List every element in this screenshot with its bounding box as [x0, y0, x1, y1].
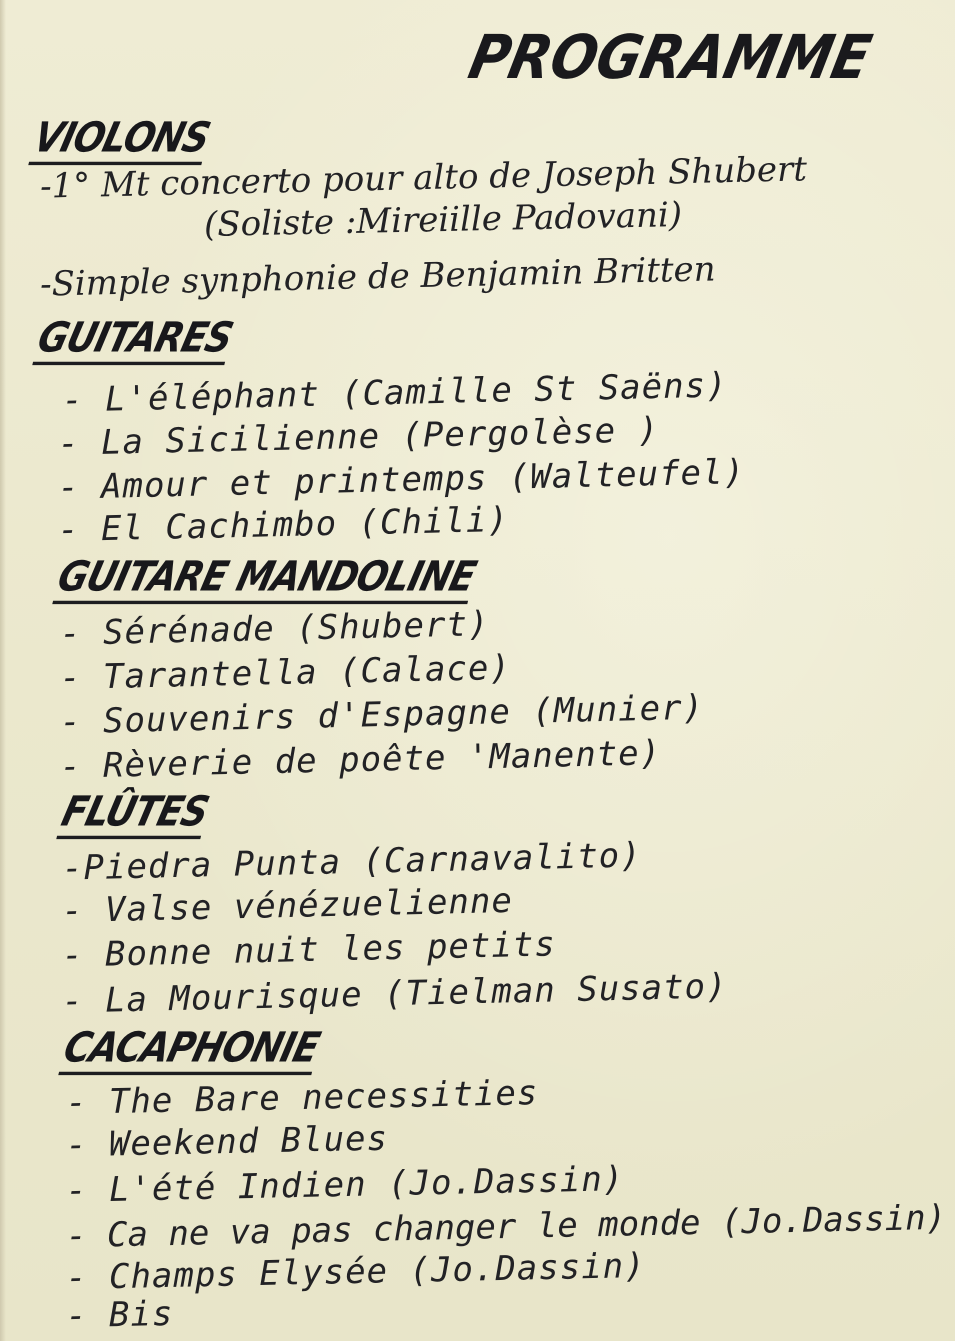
- flutes-item-2: - Valse vénézuelienne: [61, 880, 514, 932]
- guitares-item-2: - La Sicilienne (Pergolèse ): [57, 410, 660, 464]
- violons-item-1-soloist: (Soliste :Mireiille Padovani): [203, 194, 683, 246]
- violons-item-2: -Simple synphonie de Benjamin Britten: [39, 249, 717, 305]
- cacaphonie-item-6: - Bis: [65, 1293, 174, 1337]
- violons-item-1: -1° Mt concerto pour alto de Joseph Shubert: [39, 149, 808, 207]
- cacaphonie-item-4: - Ca ne va pas changer le monde (Jo.Dassin): [65, 1197, 947, 1257]
- flutes-item-3: - Bonne nuit les petits: [61, 924, 557, 976]
- guitares-item-3: - Amour et printemps (Walteufel): [57, 452, 746, 508]
- section-heading-violons: VIOLONS: [28, 118, 213, 165]
- paper-edge: [0, 0, 6, 1341]
- guitare-mandoline-item-2: - Tarantella (Calace): [59, 647, 512, 699]
- guitares-item-4: - El Cachimbo (Chili): [57, 499, 510, 551]
- section-heading-cacaphonie: CACAPHONIE: [58, 1028, 322, 1075]
- flutes-item-4: - La Mourisque (Tielman Susato): [61, 966, 728, 1022]
- guitare-mandoline-item-4: - Rèverie de poête 'Manente): [59, 733, 662, 787]
- cacaphonie-item-5: - Champs Elysée (Jo.Dassin): [65, 1245, 647, 1299]
- flutes-item-1: -Piedra Punta (Carnavalito): [61, 835, 643, 889]
- section-heading-flutes: FLÛTES: [56, 792, 212, 839]
- guitare-mandoline-item-1: - Sérénade (Shubert): [59, 604, 490, 654]
- programme-title: PROGRAMME: [463, 22, 878, 93]
- cacaphonie-item-1: - The Bare necessities: [65, 1073, 539, 1123]
- section-heading-guitares: GUITARES: [32, 318, 236, 365]
- cacaphonie-item-2: - Weekend Blues: [65, 1118, 389, 1166]
- guitare-mandoline-item-3: - Souvenirs d'Espagne (Munier): [59, 687, 705, 743]
- section-heading-guitare-mandoline: GUITARE MANDOLINE: [52, 557, 479, 604]
- guitares-item-1: - L'éléphant (Camille St Saëns): [61, 365, 728, 421]
- cacaphonie-item-3: - L'été Indien (Jo.Dassin): [65, 1159, 625, 1211]
